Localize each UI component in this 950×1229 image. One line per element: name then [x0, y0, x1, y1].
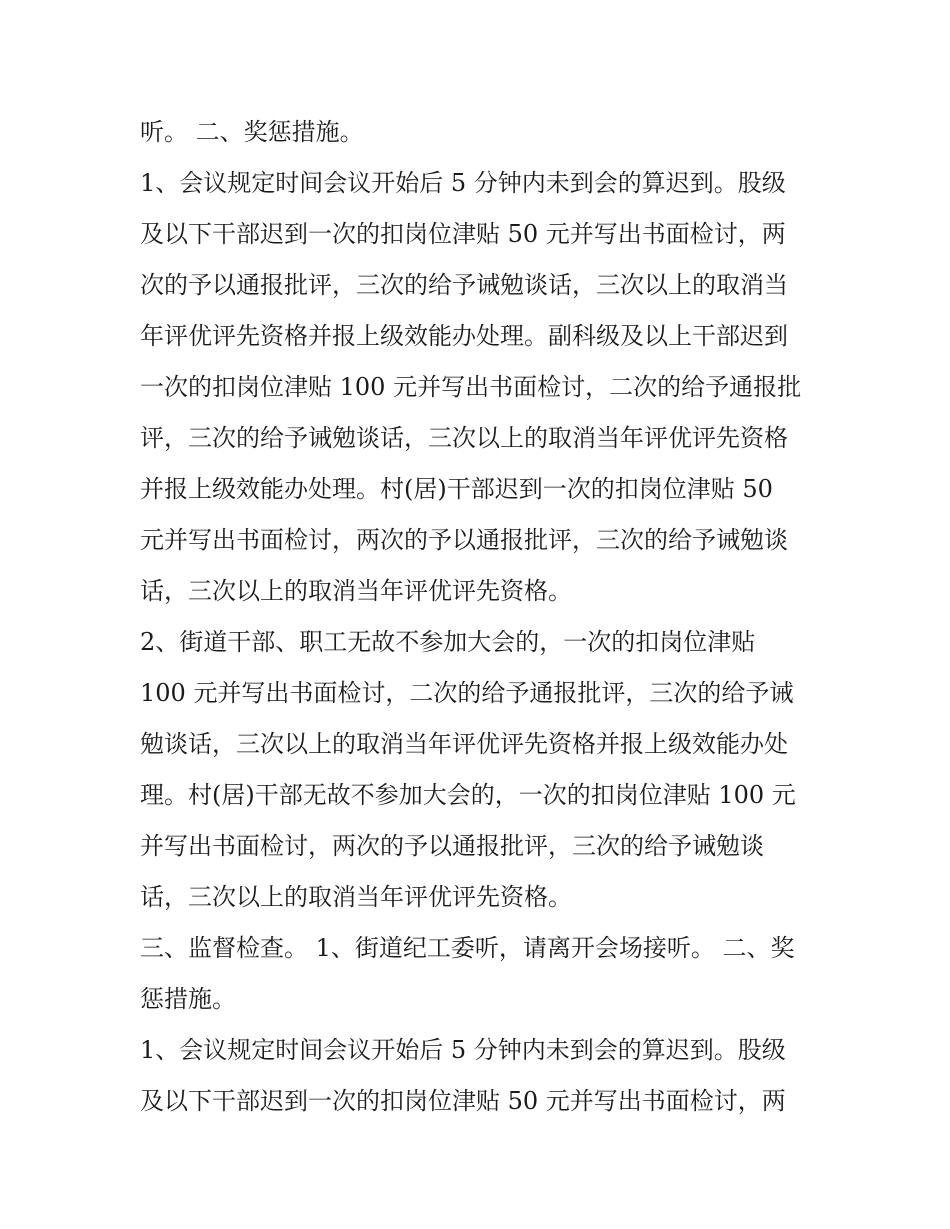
text-line: 100 元并写出书面检讨，二次的给予通报批评，三次的给予诫: [140, 679, 794, 707]
text-line: 理。村(居)干部无故不参加大会的，一次的扣岗位津贴 100 元: [140, 781, 796, 809]
text-line: 1、会议规定时间会议开始后 5 分钟内未到会的算迟到。股级: [140, 169, 786, 197]
text-line: 听。 二、奖惩措施。: [140, 118, 364, 146]
text-line: 话，三次以上的取消当年评优评先资格。: [140, 883, 572, 911]
text-line: 2、街道干部、职工无故不参加大会的，一次的扣岗位津贴: [140, 628, 756, 656]
text-line: 勉谈话，三次以上的取消当年评优评先资格并报上级效能办处: [140, 730, 788, 758]
text-line: 年评优评先资格并报上级效能办处理。副科级及以上干部迟到: [140, 322, 788, 350]
text-line: 1、会议规定时间会议开始后 5 分钟内未到会的算迟到。股级: [140, 1036, 786, 1064]
document-body: [140, 107, 820, 1127]
text-line: 话，三次以上的取消当年评优评先资格。: [140, 577, 572, 605]
text-line: 元并写出书面检讨，两次的予以通报批评，三次的给予诫勉谈: [140, 526, 788, 554]
text-line: 及以下干部迟到一次的扣岗位津贴 50 元并写出书面检讨，两: [140, 1087, 786, 1115]
text-line: 一次的扣岗位津贴 100 元并写出书面检讨，二次的给予通报批: [140, 373, 802, 401]
text-line: 并报上级效能办处理。村(居)干部迟到一次的扣岗位津贴 50: [140, 475, 773, 503]
text-line: 惩措施。: [140, 985, 236, 1013]
text-line: 三、监督检查。 1、街道纪工委听，请离开会场接听。 二、奖: [140, 934, 795, 962]
text-line: 评，三次的给予诫勉谈话，三次以上的取消当年评优评先资格: [140, 424, 788, 452]
text-line: 及以下干部迟到一次的扣岗位津贴 50 元并写出书面检讨，两: [140, 220, 786, 248]
text-line: 次的予以通报批评，三次的给予诫勉谈话，三次以上的取消当: [140, 271, 788, 299]
text-line: 并写出书面检讨，两次的予以通报批评，三次的给予诫勉谈: [140, 832, 764, 860]
